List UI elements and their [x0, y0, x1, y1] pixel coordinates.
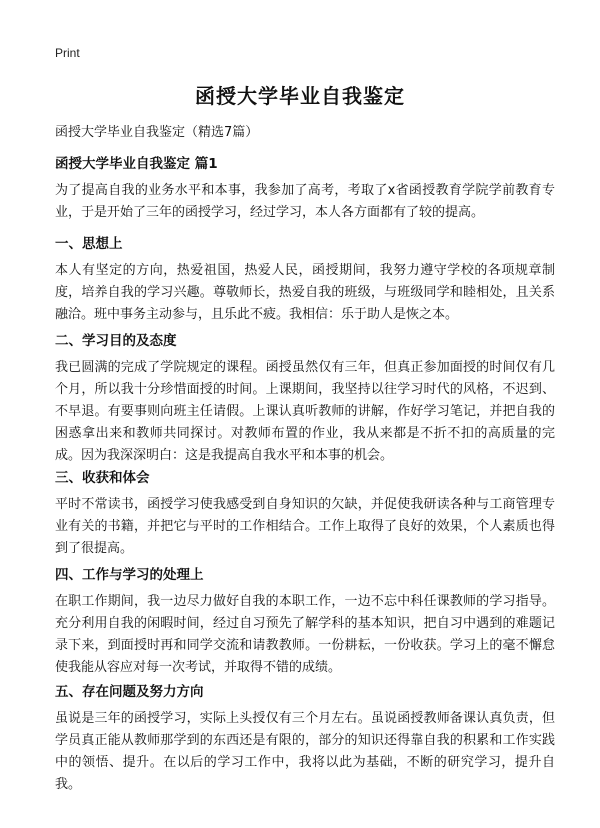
- section-heading-work-study: 四、工作与学习的处理上: [55, 567, 204, 583]
- section-body-gains: 平时不常读书，函授学习使我感受到自身知识的欠缺，并促使我研读各种与工商管理专业有关的书籍，并把它与平时的工作相结合。工作上取得了良好的效果，个人素质也得到了很提高。: [55, 497, 555, 556]
- section-body-work-study: 在职工作期间，我一边尽力做好自我的本职工作，一边不忘中科任课教师的学习指导。充分利用自我的闲暇时间，经过自习预先了解学科的基本知识，把自习中遇到的难题记录下来，到面授时再和同学交流和请教教师。一份耕耘，一份收获。学习上的毫不懈怠使我能从容应对每一次考试，并取得不错的成绩。: [55, 594, 555, 675]
- intro-paragraph: 为了提高自我的业务水平和本事，我参加了高考，考取了x省函授教育学院学前教育专业，于是开始了三年的函授学习，经过学习，本人各方面都有了较的提高。: [55, 183, 555, 220]
- print-label: Print: [55, 46, 80, 60]
- page-title: 函授大学毕业自我鉴定: [195, 84, 405, 108]
- section-body-problems: 虽说是三年的函授学习，实际上头授仅有三个月左右。虽说函授教师备课认真负责，但学员真正能从教师那学到的东西还是有限的，部分的知识还得靠自我的积累和工作实践中的领悟、提升。在以后的学习工作中，我将以此为基础，不断的研究学习，提升自我。: [55, 711, 555, 792]
- section-heading-study-goal: 二、学习目的及态度: [55, 333, 177, 349]
- section-body-study-goal: 我已圆满的完成了学院规定的课程。函授虽然仅有三年，但真正参加面授的时间仅有几个月，所以我十分珍惜面授的时间。上课期间，我坚持以往学习时代的风格，不迟到、不早退。有要事则向班主任请假。上课认真听教师的讲解，作好学习笔记，并把自我的困惑拿出来和教师共同探讨。对教师布置的作业，我从来都是不折不扣的高质量的完成。因为我深深明白：这是我提高自我水平和本事的机会。: [55, 360, 555, 463]
- section-body-thought: 本人有坚定的方向，热爱祖国，热爱人民，函授期间，我努力遵守学校的各项规章制度，培养自我的学习兴趣。尊敬师长，热爱自我的班级，与班级同学和睦相处，且关系融洽。班中事务主动参与，且乐此不疲。我相信：乐于助人是恢之本。: [55, 263, 555, 322]
- document-subtitle: 函授大学毕业自我鉴定（精选7篇）: [55, 125, 259, 140]
- article-heading: 函授大学毕业自我鉴定 篇1: [55, 156, 218, 172]
- section-heading-gains: 三、收获和体会: [55, 470, 150, 486]
- section-heading-problems: 五、存在问题及努力方向: [55, 684, 204, 700]
- section-heading-thought: 一、思想上: [55, 236, 123, 252]
